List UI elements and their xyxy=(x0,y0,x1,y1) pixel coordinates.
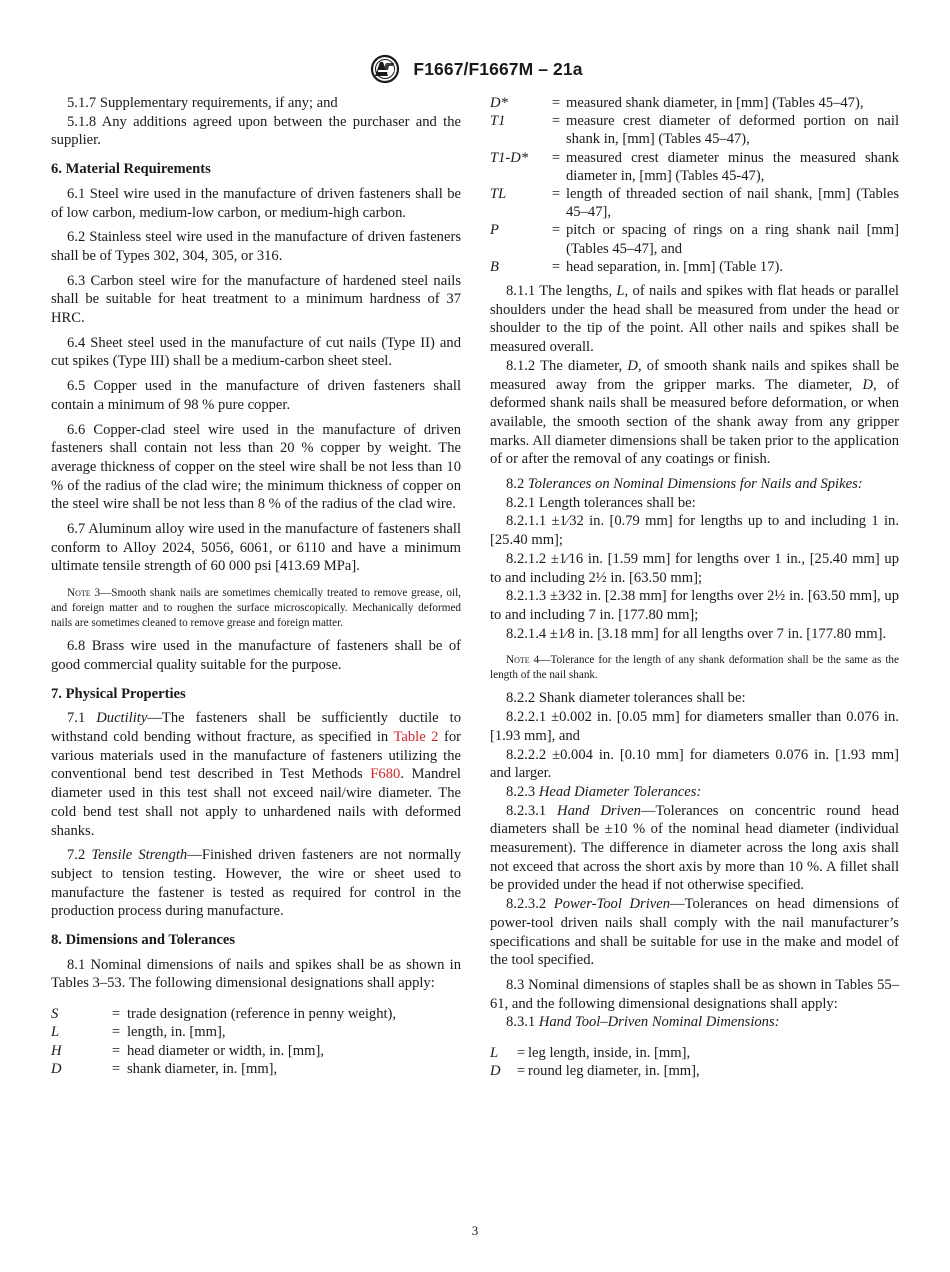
designation-description: pitch or spacing of rings on a ring shank nail [mm] (Tables 45–47], and xyxy=(566,222,899,257)
designation-description: head diameter or width, in. [mm], xyxy=(127,1042,324,1059)
designation-equals: = xyxy=(551,95,561,111)
designation-equals: = xyxy=(551,222,561,239)
page-number: 3 xyxy=(471,1223,479,1238)
para-8-2-3-2-title: Power-Tool Driven xyxy=(553,896,671,913)
designations-table-measured xyxy=(490,94,899,276)
para-8-1-2-text-b: , of smooth shank nails and spikes shall be measured away from the gripper marks. The diameter, xyxy=(490,357,899,393)
designation-description: leg length, inside, in. [mm], xyxy=(528,1045,691,1062)
left-column xyxy=(51,94,461,1088)
designation-symbol: L xyxy=(490,1045,499,1062)
para-5-1-8: 5.1.8 Any additions agreed upon between the purchaser and the supplier. xyxy=(51,113,461,149)
designation-description: trade designation (reference in penny weight), xyxy=(127,1006,397,1023)
para-8-2-3-1 xyxy=(490,802,899,896)
designation-symbol: D xyxy=(490,1063,501,1080)
para-8-1: 8.1 Nominal dimensions of nails and spikes shall be as shown in Tables 3–53. The following dimensional designations shall apply: xyxy=(51,956,461,992)
para-8-1-1-text-b: , of nails and spikes with flat heads or parallel shoulders under the head shall be measured from under the head or shoulder to the tip of the point. All other nails and spikes shall be measured overall. xyxy=(490,283,899,356)
para-8-2-1-1: 8.2.1.1 ±1⁄32 in. [0.79 mm] for lengths up to and including 1 in. [25.40 mm]; xyxy=(490,513,899,549)
f680-link[interactable]: F680 xyxy=(370,766,401,783)
note-3-label: Note 3 xyxy=(67,587,101,600)
section-8-heading: 8. Dimensions and Tolerances xyxy=(51,932,236,949)
note-3-text: —Smooth shank nails are sometimes chemically treated to remove grease, oil, and foreign matter and to roughen the surface microscopically. Mechanically deformed nails are sometimes cleaned to remove grease and foreign matter. xyxy=(51,587,461,630)
table-2-link[interactable]: Table 2 xyxy=(393,728,439,745)
designation-row xyxy=(51,1023,396,1041)
designation-row xyxy=(490,149,899,185)
para-6-3: 6.3 Carbon steel wire for the manufacture of hardened steel nails shall be suitable for heat treatment to a minimum hardness of 37 HRC. xyxy=(51,272,461,327)
designation-row xyxy=(490,1062,700,1080)
para-8-3-1-title: Hand Tool–Driven Nominal Dimensions: xyxy=(538,1014,780,1031)
designation-description: measured crest diameter minus the measured shank diameter in, [mm] (Tables 45-47), xyxy=(566,149,899,184)
designation-description: length, in. [mm], xyxy=(127,1024,226,1041)
designation-row xyxy=(490,94,899,112)
para-8-2-3-number: 8.2.3 xyxy=(506,783,539,800)
designation-description: round leg diameter, in. [mm], xyxy=(528,1063,700,1080)
designation-equals: = xyxy=(111,1042,121,1059)
designation-description: head separation, in. [mm] (Table 17). xyxy=(566,258,783,275)
para-8-2-title: Tolerances on Nominal Dimensions for Nails and Spikes: xyxy=(527,476,863,493)
symbol-L: L xyxy=(616,283,625,300)
para-8-3-1 xyxy=(490,1013,899,1032)
designation-equals: = xyxy=(111,1006,121,1023)
designation-row xyxy=(490,185,899,221)
para-8-2-3-2-number: 8.2.3.2 xyxy=(506,896,554,913)
para-8-2-2-2: 8.2.2.2 ±0.004 in. [0.10 mm] for diameters 0.076 in. [1.93 mm] and larger. xyxy=(490,746,899,782)
designation-symbol: P xyxy=(490,222,499,239)
designation-description: length of threaded section of nail shank, [mm] (Tables 45–47], xyxy=(566,186,899,221)
para-6-2: 6.2 Stainless steel wire used in the manufacture of driven fasteners shall be of Types 302, 304, 305, or 316. xyxy=(51,229,461,264)
para-8-2-1-2: 8.2.1.2 ±1⁄16 in. [1.59 mm] for lengths over 1 in., [25.40 mm] up to and including 2½ in. [63.50 mm]; xyxy=(490,550,899,586)
para-8-3: 8.3 Nominal dimensions of staples shall be as shown in Tables 55–61, and the following dimensional designations shall apply: xyxy=(490,976,899,1012)
designation-symbol: T1-D* xyxy=(490,149,529,166)
para-7-1-text-c: . Mandrel diameter used in this test shall not exceed nail/wire diameter. The cold bend test shall not apply to unhardened nails with deformed shanks. xyxy=(51,766,461,839)
designation-equals: = xyxy=(516,1063,526,1080)
designation-row xyxy=(51,1005,396,1023)
para-8-2-3-2-text: —Tolerances on head dimensions of power-tool driven nails shall comply with the nail manufacturer’s specifications and shall be suitable for use in the make and model of the tool specified. xyxy=(490,896,899,969)
para-6-8: 6.8 Brass wire used in the manufacture of fasteners shall be of good commercial quality suitable for the purpose. xyxy=(51,638,461,673)
para-7-2-title: Tensile Strength xyxy=(91,847,188,864)
para-6-6: 6.6 Copper-clad steel wire used in the manufacture of driven fasteners shall contain not less than 20 % copper by weight. The average thickness of copper on the steel wire shall be not less than 10 % of the radius of the clad wire; the minimum thickness of copper on the steel wire shall be not less than 8 % of the radius of the clad wire. xyxy=(51,421,461,513)
para-8-1-1-text-a: 8.1.1 The lengths, xyxy=(506,283,617,300)
designation-symbol: L xyxy=(51,1024,60,1041)
designation-description: measure crest diameter of deformed portion on nail shank in, [mm] (Tables 45–47), xyxy=(566,113,899,148)
designations-table-staples xyxy=(490,1044,700,1080)
para-8-2-2-1: 8.2.2.1 ±0.002 in. [0.05 mm] for diameters smaller than 0.076 in. [1.93 mm], and xyxy=(490,709,899,744)
designation-equals: = xyxy=(551,149,561,166)
para-7-2-text: —Finished driven fasteners are not normally subject to tension testing. However, the wire or sheet used to manufacture the fastener is tested as required for control in the production process during manufacture. xyxy=(51,847,462,920)
designation-equals: = xyxy=(516,1045,526,1062)
para-6-5: 6.5 Copper used in the manufacture of driven fasteners shall contain a minimum of 98 % pure copper. xyxy=(51,378,461,413)
para-8-2-3-title: Head Diameter Tolerances: xyxy=(538,783,702,800)
designation-row xyxy=(490,258,899,276)
right-column xyxy=(490,94,899,1090)
para-8-2-1-4: 8.2.1.4 ±1⁄8 in. [3.18 mm] for all lengths over 7 in. [177.80 mm]. xyxy=(506,625,887,642)
designation-symbol: H xyxy=(51,1042,62,1059)
para-8-2-3 xyxy=(490,783,899,802)
designation-equals: = xyxy=(111,1024,121,1041)
para-8-2-3-1-text: —Tolerances on concentric round head diameters shall be ±10 % of the nominal head diameter (individual measurement). The difference in diameter across the long axis shall not exceed that across the short axis by more than 10 %. A fillet shall be provided under the head if not otherwise specified. xyxy=(490,802,900,894)
para-6-7: 6.7 Aluminum alloy wire used in the manufacture of fasteners shall conform to Alloy 2024, 5056, 6061, or 6110 and have a minimum ultimate tensile strength of 60 000 psi [413.69 MPa]. xyxy=(51,521,461,575)
note-3 xyxy=(51,586,461,631)
para-7-1 xyxy=(51,709,461,840)
designation-row xyxy=(51,1060,396,1078)
designation-symbol: S xyxy=(51,1006,59,1023)
para-7-1-text-a: —The fasteners shall be sufficiently ductile to withstand cold bending without fracture, as specified in xyxy=(51,710,461,745)
para-7-1-text-b: for various materials used in the manufacture of fasteners utilizing the conventional bend test described in Test Methods xyxy=(51,728,462,783)
para-8-1-2-text-a: 8.1.2 The diameter, xyxy=(506,357,628,374)
designation-description: measured shank diameter, in [mm] (Tables 45–47), xyxy=(566,95,864,111)
designations-table-nails xyxy=(51,1005,396,1078)
para-7-1-title: Ductility xyxy=(96,710,148,727)
para-6-1: 6.1 Steel wire used in the manufacture of driven fasteners shall be of low carbon, medium-low carbon, or medium-high carbon. xyxy=(51,185,461,221)
designation-row xyxy=(490,112,899,148)
para-8-2-2: 8.2.2 Shank diameter tolerances shall be: xyxy=(506,690,746,707)
para-8-2-number: 8.2 xyxy=(506,476,528,493)
para-8-2-3-2 xyxy=(490,895,899,970)
designation-symbol: B xyxy=(490,258,499,275)
para-7-2 xyxy=(51,846,461,921)
designation-equals: = xyxy=(551,258,561,275)
para-8-2-1-3: 8.2.1.3 ±3⁄32 in. [2.38 mm] for lengths over 2½ in. [63.50 mm], up to and including 7 in. [177.80 mm]; xyxy=(490,588,899,623)
astm-logo-icon xyxy=(367,54,403,84)
note-4 xyxy=(490,653,899,683)
designation-description: shank diameter, in. [mm], xyxy=(127,1060,278,1077)
para-5-1-7: 5.1.7 Supplementary requirements, if any; and xyxy=(67,95,338,111)
para-8-1-1 xyxy=(490,282,899,357)
document-title: F1667/F1667M – 21a xyxy=(413,58,583,79)
para-8-2-1: 8.2.1 Length tolerances shall be: xyxy=(506,494,696,511)
designation-equals: = xyxy=(111,1060,121,1077)
designation-row xyxy=(51,1042,396,1060)
designation-symbol: D* xyxy=(490,95,508,111)
note-4-text: —Tolerance for the length of any shank deformation shall be the same as the length of the nail shank. xyxy=(490,654,899,682)
para-7-2-number: 7.2 xyxy=(67,847,92,864)
designation-row xyxy=(490,1044,700,1062)
para-8-2-3-1-number: 8.2.3.1 xyxy=(506,802,558,819)
section-7-heading: 7. Physical Properties xyxy=(51,685,186,702)
para-8-3-1-number: 8.3.1 xyxy=(506,1014,539,1031)
para-7-1-number: 7.1 xyxy=(67,710,97,727)
section-6-heading: 6. Material Requirements xyxy=(51,161,211,178)
designation-symbol: TL xyxy=(490,186,507,203)
symbol-D: D xyxy=(862,376,873,393)
designation-row xyxy=(490,221,899,257)
designation-symbol: D xyxy=(51,1060,62,1077)
designation-equals: = xyxy=(551,186,561,203)
para-8-1-2-text-c: , of deformed shank nails shall be measured before deformation, or when available, the smooth section of the shank away from any gripper marks. All diameter dimensions shall be taken prior to the application of or after the removal of any coatings or finish. xyxy=(490,376,899,468)
para-6-4: 6.4 Sheet steel used in the manufacture of cut nails (Type II) and cut spikes (Type III) shall be a medium-carbon sheet steel. xyxy=(51,334,461,370)
para-8-2 xyxy=(490,475,899,494)
designation-equals: = xyxy=(551,113,561,130)
para-8-2-3-1-title: Hand Driven xyxy=(557,802,641,819)
designation-symbol: T1 xyxy=(490,113,506,130)
page-header xyxy=(0,54,950,84)
para-8-1-2 xyxy=(490,357,899,469)
symbol-D: D xyxy=(627,357,638,374)
note-4-label: Note 4 xyxy=(506,654,540,667)
